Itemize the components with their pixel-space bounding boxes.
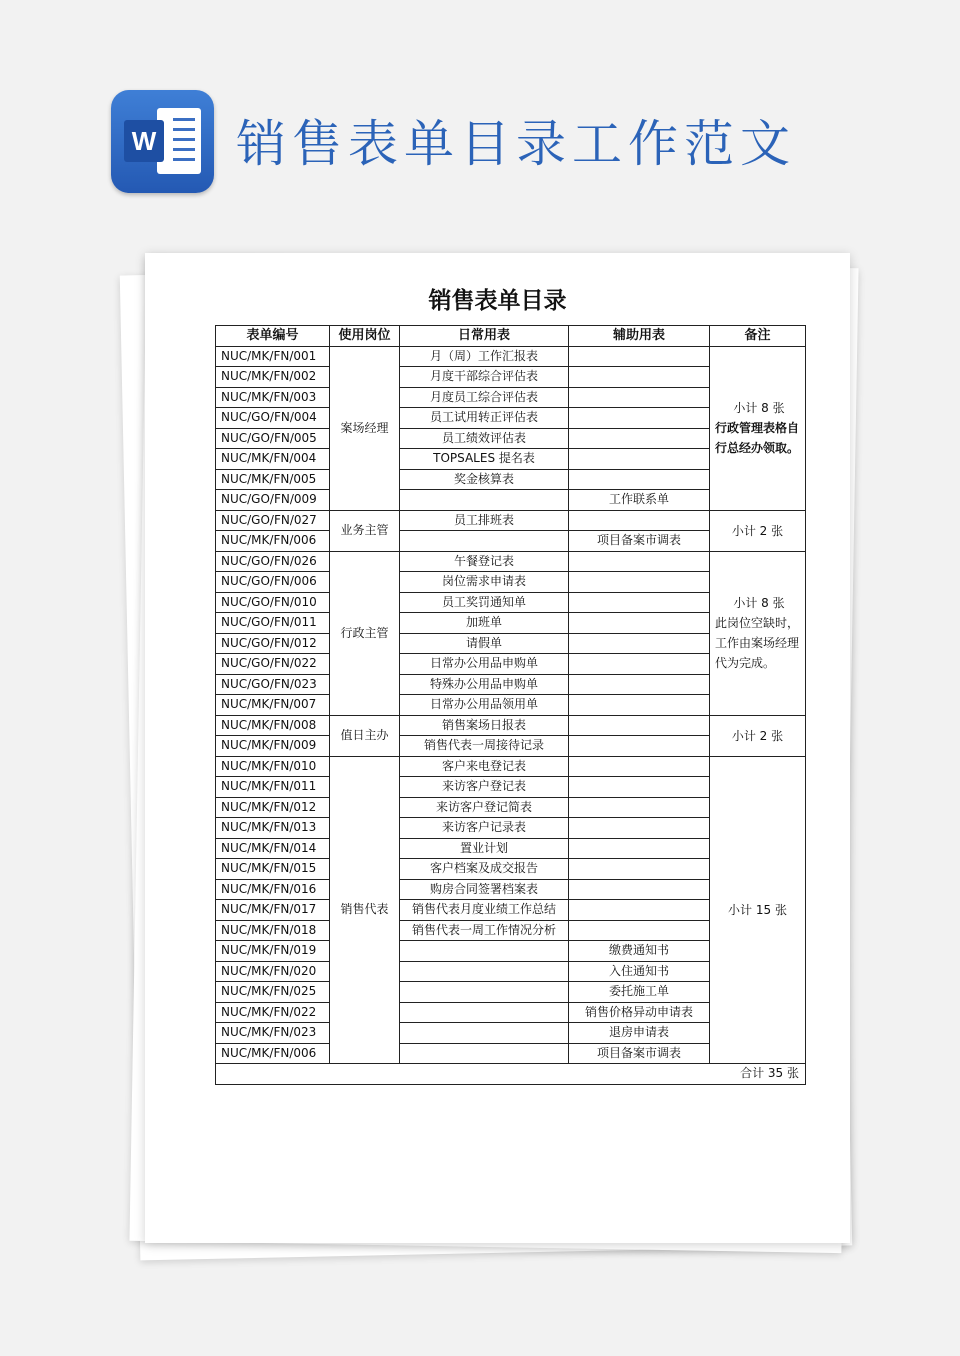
form-code-cell: NUC/MK/FN/017 bbox=[216, 900, 330, 921]
daily-form-cell: TOPSALES 提名表 bbox=[400, 449, 569, 470]
word-letter-icon: W bbox=[124, 120, 164, 162]
form-code-cell: NUC/MK/FN/008 bbox=[216, 715, 330, 736]
aux-form-cell bbox=[569, 674, 710, 695]
aux-form-cell bbox=[569, 715, 710, 736]
form-code-cell: NUC/GO/FN/022 bbox=[216, 654, 330, 675]
position-cell: 销售代表 bbox=[330, 756, 400, 1064]
form-code-cell: NUC/MK/FN/015 bbox=[216, 859, 330, 880]
aux-form-cell bbox=[569, 613, 710, 634]
aux-form-cell bbox=[569, 797, 710, 818]
header-aux-forms: 辅助用表 bbox=[569, 326, 710, 347]
document-page bbox=[145, 253, 850, 1243]
subtotal-text: 小计 8 张 bbox=[733, 596, 785, 610]
form-code-cell: NUC/GO/FN/006 bbox=[216, 572, 330, 593]
form-code-cell: NUC/GO/FN/011 bbox=[216, 613, 330, 634]
daily-form-cell: 日常办公用品申购单 bbox=[400, 654, 569, 675]
daily-form-cell: 购房合同签署档案表 bbox=[400, 879, 569, 900]
daily-form-cell: 月度干部综合评估表 bbox=[400, 367, 569, 388]
table-row bbox=[216, 756, 806, 777]
aux-form-cell bbox=[569, 859, 710, 880]
remark-text: 行政管理表格自行总经办领取。 bbox=[715, 421, 800, 455]
form-catalog-table bbox=[215, 325, 806, 1085]
daily-form-cell: 日常办公用品领用单 bbox=[400, 695, 569, 716]
aux-form-cell bbox=[569, 633, 710, 654]
daily-form-cell: 员工绩效评估表 bbox=[400, 428, 569, 449]
daily-form-cell bbox=[400, 490, 569, 511]
daily-form-cell: 特殊办公用品申购单 bbox=[400, 674, 569, 695]
form-code-cell: NUC/MK/FN/006 bbox=[216, 531, 330, 552]
daily-form-cell bbox=[400, 531, 569, 552]
total-count: 合计 35 张 bbox=[216, 1064, 806, 1085]
table-row bbox=[216, 551, 806, 572]
table-row bbox=[216, 510, 806, 531]
aux-form-cell bbox=[569, 408, 710, 429]
aux-form-cell bbox=[569, 592, 710, 613]
remark-cell bbox=[710, 551, 806, 715]
form-code-cell: NUC/GO/FN/012 bbox=[216, 633, 330, 654]
position-cell: 业务主管 bbox=[330, 510, 400, 551]
daily-form-cell: 月（周）工作汇报表 bbox=[400, 346, 569, 367]
aux-form-cell bbox=[569, 879, 710, 900]
form-code-cell: NUC/GO/FN/027 bbox=[216, 510, 330, 531]
header-daily-forms: 日常用表 bbox=[400, 326, 569, 347]
header-form-code: 表单编号 bbox=[216, 326, 330, 347]
subtotal-text: 小计 2 张 bbox=[731, 523, 784, 538]
remark-cell bbox=[710, 715, 806, 756]
daily-form-cell: 来访客户登记简表 bbox=[400, 797, 569, 818]
form-code-cell: NUC/MK/FN/005 bbox=[216, 469, 330, 490]
table-row bbox=[216, 346, 806, 367]
daily-form-cell bbox=[400, 1002, 569, 1023]
table-row bbox=[216, 715, 806, 736]
subtotal-text: 小计 8 张 bbox=[733, 401, 785, 415]
aux-form-cell: 项目备案市调表 bbox=[569, 531, 710, 552]
form-code-cell: NUC/MK/FN/025 bbox=[216, 982, 330, 1003]
aux-form-cell bbox=[569, 838, 710, 859]
form-code-cell: NUC/MK/FN/011 bbox=[216, 777, 330, 798]
aux-form-cell: 销售价格异动申请表 bbox=[569, 1002, 710, 1023]
document-title: 销售表单目录 bbox=[428, 288, 567, 314]
form-code-cell: NUC/GO/FN/005 bbox=[216, 428, 330, 449]
aux-form-cell bbox=[569, 387, 710, 408]
form-code-cell: NUC/GO/FN/026 bbox=[216, 551, 330, 572]
form-code-cell: NUC/MK/FN/023 bbox=[216, 1023, 330, 1044]
form-code-cell: NUC/GO/FN/009 bbox=[216, 490, 330, 511]
form-code-cell: NUC/MK/FN/002 bbox=[216, 367, 330, 388]
daily-form-cell: 销售代表月度业绩工作总结 bbox=[400, 900, 569, 921]
form-code-cell: NUC/MK/FN/013 bbox=[216, 818, 330, 839]
form-code-cell: NUC/GO/FN/010 bbox=[216, 592, 330, 613]
form-code-cell: NUC/MK/FN/018 bbox=[216, 920, 330, 941]
daily-form-cell: 请假单 bbox=[400, 633, 569, 654]
aux-form-cell bbox=[569, 695, 710, 716]
header-remarks: 备注 bbox=[710, 326, 806, 347]
daily-form-cell: 奖金核算表 bbox=[400, 469, 569, 490]
daily-form-cell bbox=[400, 941, 569, 962]
aux-form-cell bbox=[569, 469, 710, 490]
daily-form-cell bbox=[400, 1043, 569, 1064]
aux-form-cell bbox=[569, 449, 710, 470]
aux-form-cell: 委托施工单 bbox=[569, 982, 710, 1003]
form-code-cell: NUC/MK/FN/019 bbox=[216, 941, 330, 962]
position-cell: 行政主管 bbox=[330, 551, 400, 715]
header-position: 使用岗位 bbox=[330, 326, 400, 347]
daily-form-cell: 来访客户登记表 bbox=[400, 777, 569, 798]
form-code-cell: NUC/MK/FN/007 bbox=[216, 695, 330, 716]
position-cell: 值日主办 bbox=[330, 715, 400, 756]
form-code-cell: NUC/MK/FN/020 bbox=[216, 961, 330, 982]
subtotal-text: 小计 15 张 bbox=[728, 902, 787, 917]
aux-form-cell: 工作联系单 bbox=[569, 490, 710, 511]
remark-cell bbox=[710, 346, 806, 510]
aux-form-cell bbox=[569, 777, 710, 798]
remark-text: 此岗位空缺时，工作由案场经理代为完成。 bbox=[715, 616, 800, 670]
daily-form-cell: 来访客户记录表 bbox=[400, 818, 569, 839]
remark-cell bbox=[710, 756, 806, 1064]
aux-form-cell: 项目备案市调表 bbox=[569, 1043, 710, 1064]
aux-form-cell bbox=[569, 367, 710, 388]
form-code-cell: NUC/MK/FN/004 bbox=[216, 449, 330, 470]
aux-form-cell bbox=[569, 572, 710, 593]
form-code-cell: NUC/GO/FN/023 bbox=[216, 674, 330, 695]
position-cell: 案场经理 bbox=[330, 346, 400, 510]
table-header-row bbox=[216, 326, 806, 347]
aux-form-cell bbox=[569, 900, 710, 921]
form-code-cell: NUC/MK/FN/010 bbox=[216, 756, 330, 777]
form-code-cell: NUC/MK/FN/022 bbox=[216, 1002, 330, 1023]
daily-form-cell: 客户档案及成交报告 bbox=[400, 859, 569, 880]
daily-form-cell: 置业计划 bbox=[400, 838, 569, 859]
daily-form-cell: 岗位需求申请表 bbox=[400, 572, 569, 593]
aux-form-cell: 退房申请表 bbox=[569, 1023, 710, 1044]
banner-title: 销售表单目录工作范文 bbox=[236, 115, 796, 173]
form-code-cell: NUC/MK/FN/003 bbox=[216, 387, 330, 408]
form-code-cell: NUC/MK/FN/001 bbox=[216, 346, 330, 367]
daily-form-cell: 加班单 bbox=[400, 613, 569, 634]
form-code-cell: NUC/MK/FN/006 bbox=[216, 1043, 330, 1064]
aux-form-cell bbox=[569, 428, 710, 449]
word-app-icon bbox=[111, 90, 214, 193]
aux-form-cell: 入住通知书 bbox=[569, 961, 710, 982]
daily-form-cell: 客户来电登记表 bbox=[400, 756, 569, 777]
daily-form-cell: 员工试用转正评估表 bbox=[400, 408, 569, 429]
aux-form-cell bbox=[569, 551, 710, 572]
total-row bbox=[216, 1064, 806, 1085]
daily-form-cell: 员工排班表 bbox=[400, 510, 569, 531]
daily-form-cell: 员工奖罚通知单 bbox=[400, 592, 569, 613]
form-code-cell: NUC/MK/FN/014 bbox=[216, 838, 330, 859]
aux-form-cell bbox=[569, 818, 710, 839]
aux-form-cell bbox=[569, 346, 710, 367]
aux-form-cell bbox=[569, 920, 710, 941]
daily-form-cell: 销售案场日报表 bbox=[400, 715, 569, 736]
aux-form-cell bbox=[569, 654, 710, 675]
aux-form-cell bbox=[569, 510, 710, 531]
form-code-cell: NUC/GO/FN/004 bbox=[216, 408, 330, 429]
aux-form-cell bbox=[569, 736, 710, 757]
subtotal-text: 小计 2 张 bbox=[731, 728, 784, 743]
daily-form-cell bbox=[400, 1023, 569, 1044]
daily-form-cell bbox=[400, 982, 569, 1003]
daily-form-cell bbox=[400, 961, 569, 982]
daily-form-cell: 销售代表一周工作情况分析 bbox=[400, 920, 569, 941]
daily-form-cell: 销售代表一周接待记录 bbox=[400, 736, 569, 757]
form-code-cell: NUC/MK/FN/012 bbox=[216, 797, 330, 818]
daily-form-cell: 午餐登记表 bbox=[400, 551, 569, 572]
remark-cell bbox=[710, 510, 806, 551]
form-code-cell: NUC/MK/FN/009 bbox=[216, 736, 330, 757]
form-code-cell: NUC/MK/FN/016 bbox=[216, 879, 330, 900]
daily-form-cell: 月度员工综合评估表 bbox=[400, 387, 569, 408]
aux-form-cell bbox=[569, 756, 710, 777]
aux-form-cell: 缴费通知书 bbox=[569, 941, 710, 962]
